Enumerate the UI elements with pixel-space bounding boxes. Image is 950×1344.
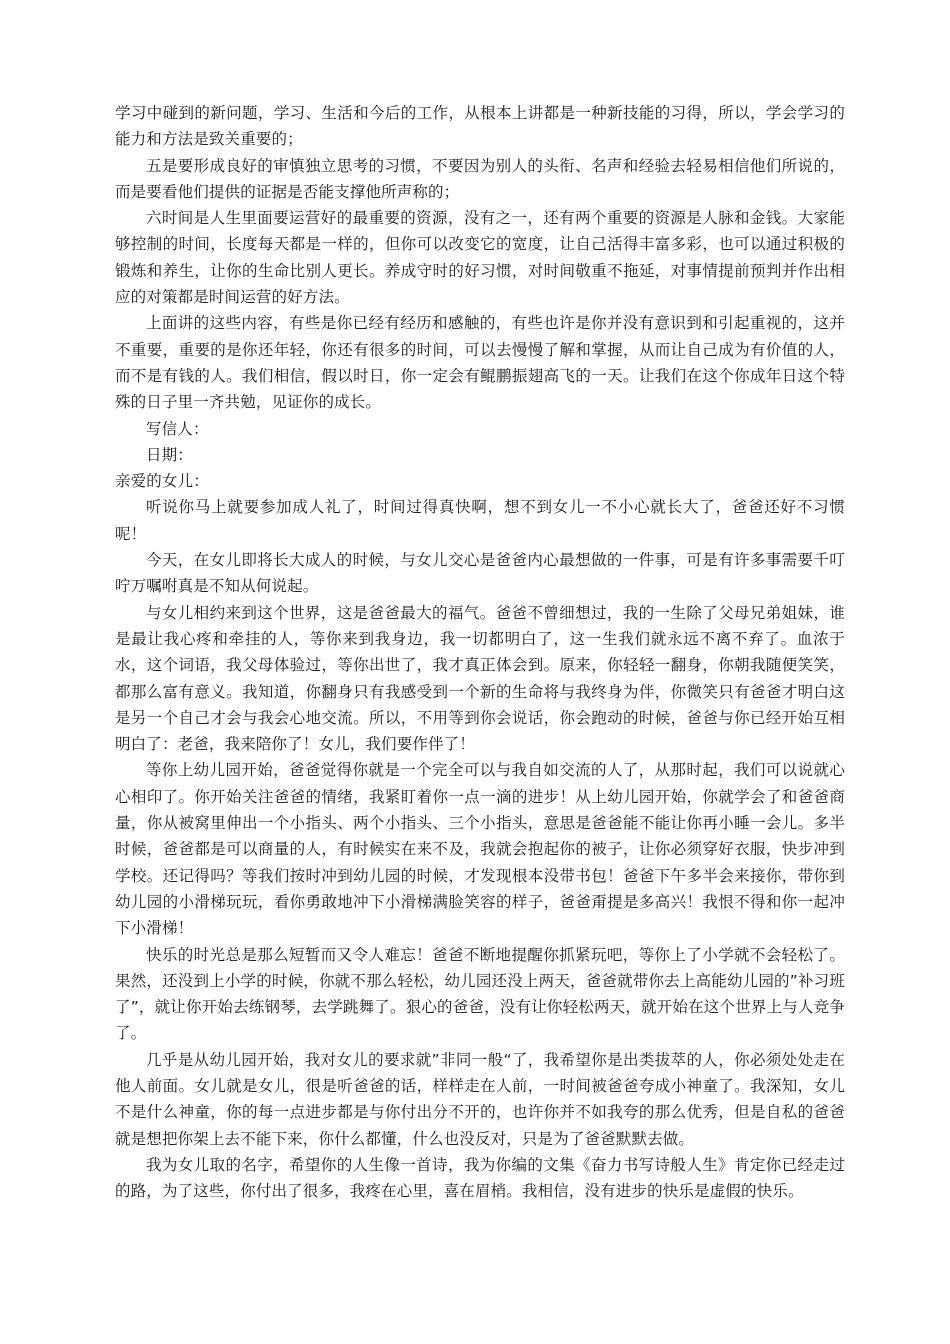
date-label: 日期： — [146, 445, 193, 464]
letter-salutation: 亲爱的女儿： — [115, 472, 209, 491]
paragraph: 等你上幼儿园开始，爸爸觉得你就是一个完全可以与我自如交流的人了，从那时起，我们可以说就心心相印了。你开始关注爸爸的情绪，我紧盯着你一点一滴的进步！从上幼儿园开始，你就学会了和爸爸商量，你从被窝里伸出一个小指头、两个小指头、三个小指头，意思是爸爸能不能让你再小睡一会儿。多半时候，爸爸都是可以商量的人，有时候实在来不及，我就会抱起你的被子，让你必须穿好衣服，快步冲到学校。还记得吗？等我们按时冲到幼儿园的时候，才发现根本没带书包！爸爸下午多半会来接你，带你到幼儿园的小滑梯玩玩，看你勇敢地冲下小滑梯满脸笑容的样子，爸爸甭提是多高兴！我恨不得和你一起冲下小滑梯！ — [115, 761, 845, 938]
document-body — [115, 100, 845, 1204]
paragraph: 与女儿相约来到这个世界，这是爸爸最大的福气。爸爸不曾细想过，我的一生除了父母兄弟姐妹，谁是最让我心疼和牵挂的人，等你来到我身边，我一切都明白了，这一生我们就永远不离不弃了。血浓于水，这个词语，我父母体验过，等你出世了，我才真正体会到。原来，你轻轻一翻身，你朝我随便笑笑，都那么富有意义。我知道，你翻身只有我感受到一个新的生命将与我终身为伴，你微笑只有爸爸才明白这是另一个自己才会与我会心地交流。所以，不用等到你会说话，你会跑动的时候，爸爸与你已经开始互相明白了：老爸，我来陪你了！女儿，我们要作伴了！ — [115, 603, 845, 754]
paragraph: 学习中碰到的新问题，学习、生活和今后的工作，从根本上讲都是一种新技能的习得，所以，学会学习的能力和方法是致关重要的； — [115, 104, 845, 149]
signer-label: 写信人： — [146, 419, 209, 438]
paragraph: 今天，在女儿即将长大成人的时候，与女儿交心是爸爸内心最想做的一件事，可是有许多事需要千叮咛万嘱咐真是不知从何说起。 — [115, 551, 845, 596]
paragraph: 几乎是从幼儿园开始，我对女儿的要求就”非同一般“了，我希望你是出类拔萃的人，你必须处处走在他人前面。女儿就是女儿，很是听爸爸的话，样样走在人前，一时间被爸爸夸成小神童了。我深知，女儿不是什么神童，你的每一点进步都是与你付出分不开的，也许你并不如我夸的那么优秀，但是自私的爸爸就是想把你架上去不能下来，你什么都懂，什么也没反对，只是为了爸爸默默去做。 — [115, 1050, 845, 1148]
paragraph: 快乐的时光总是那么短暂而又令人难忘！爸爸不断地提醒你抓紧玩吧，等你上了小学就不会轻松了。果然，还没到上小学的时候，你就不那么轻松，幼儿园还没上两天，爸爸就带你去上高能幼儿园的”补习班了”，就让你开始去练钢琴，去学跳舞了。狠心的爸爸，没有让你轻松两天，就开始在这个世界上与人竞争了。 — [115, 945, 845, 1043]
paragraph: 我为女儿取的名字，希望你的人生像一首诗，我为你编的文集《奋力书写诗般人生》肯定你已经走过的路，为了这些，你付出了很多，我疼在心里，喜在眉梢。我相信，没有进步的快乐是虚假的快乐。 — [115, 1155, 845, 1201]
paragraph: 六时间是人生里面要运营好的最重要的资源，没有之一，还有两个重要的资源是人脉和金钱。大家能够控制的时间，长度每天都是一样的，但你可以改变它的宽度，让自己活得丰富多彩，也可以通过积极的锻炼和养生，让你的生命比别人更长。养成守时的好习惯，对时间敬重不拖延，对事情提前预判并作出相应的对策都是时间运营的好方法。 — [115, 209, 845, 307]
paragraph: 听说你马上就要参加成人礼了，时间过得真快啊，想不到女儿一不小心就长大了，爸爸还好不习惯呢！ — [115, 498, 845, 543]
paragraph: 五是要形成良好的审慎独立思考的习惯，不要因为别人的头衔、名声和经验去轻易相信他们所说的，而是要看他们提供的证据是否能支撑他所声称的； — [115, 156, 845, 201]
paragraph: 上面讲的这些内容，有些是你已经有经历和感触的，有些也许是你并没有意识到和引起重视的，这并不重要，重要的是你还年轻，你还有很多的时间，可以去慢慢了解和掌握，从而让自己成为有价值的人，而不是有钱的人。我们相信，假以时日，你一定会有鲲鹏振翅高飞的一天。让我们在这个你成年日这个特殊的日子里一齐共勉，见证你的成长。 — [115, 314, 845, 412]
